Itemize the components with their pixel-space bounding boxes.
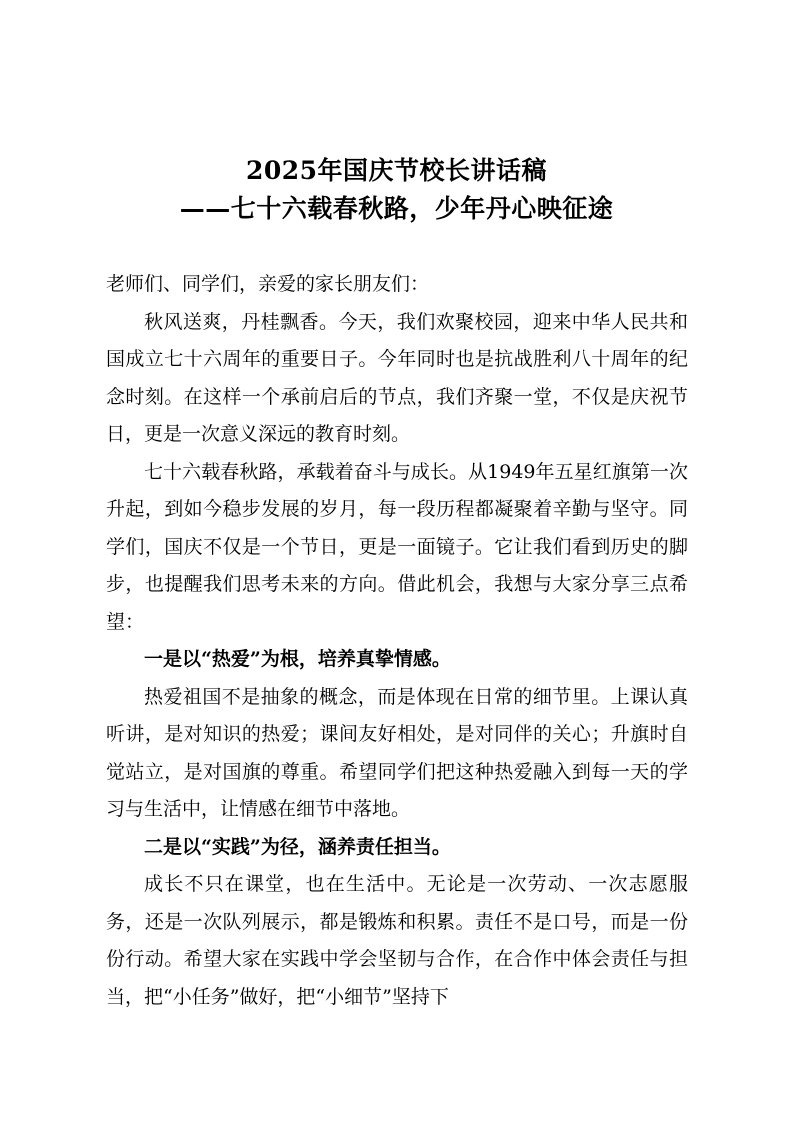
salutation: 老师们、同学们，亲爱的家长朋友们： xyxy=(106,273,430,295)
title-block xyxy=(0,152,793,228)
paragraph-opening: 秋风送爽，丹桂飘香。今天，我们欢聚校园，迎来中华人民共和国成立七十六周年的重要日子。今年同时也是抗战胜利八十周年的纪念时刻。在这样一个承前启后的节点，我们齐聚一堂，不仅是庆祝节日，更是一次意义深远的教育时刻。 xyxy=(106,310,688,445)
paragraph-love: 热爱祖国不是抽象的概念，而是体现在日常的细节里。上课认真听讲，是对知识的热爱；课间友好相处，是对同伴的关心；升旗时自觉站立，是对国旗的尊重。希望同学们把这种热爱融入到每一天的学习与生活中，让情感在细节中落地。 xyxy=(106,685,688,820)
document-body xyxy=(106,266,688,1016)
paragraph-history: 七十六载春秋路，承载着奋斗与成长。从1949年五星红旗第一次升起，到如今稳步发展的岁月，每一段历程都凝聚着辛勤与坚守。同学们，国庆不仅是一个节日，更是一面镜子。它让我们看到历史的脚步，也提醒我们思考未来的方向。借此机会，我想与大家分享三点希望： xyxy=(106,460,688,633)
paragraph-practice: 成长不只在课堂，也在生活中。无论是一次劳动、一次志愿服务，还是一次队列展示，都是锻炼和积累。责任不是口号，而是一份份行动。希望大家在实践中学会坚韧与合作，在合作中体会责任与担当，把“小任务”做好，把“小细节”坚持下 xyxy=(106,873,688,1008)
heading-practice: 二是以“实践”为径，涵养责任担当。 xyxy=(144,835,451,858)
document-subtitle: ——七十六载春秋路，少年丹心映征途 xyxy=(179,194,614,223)
heading-love: 一是以“热爱”为根，培养真挚情感。 xyxy=(144,648,451,670)
document-title: 2025年国庆节校长讲话稿 xyxy=(245,156,548,185)
